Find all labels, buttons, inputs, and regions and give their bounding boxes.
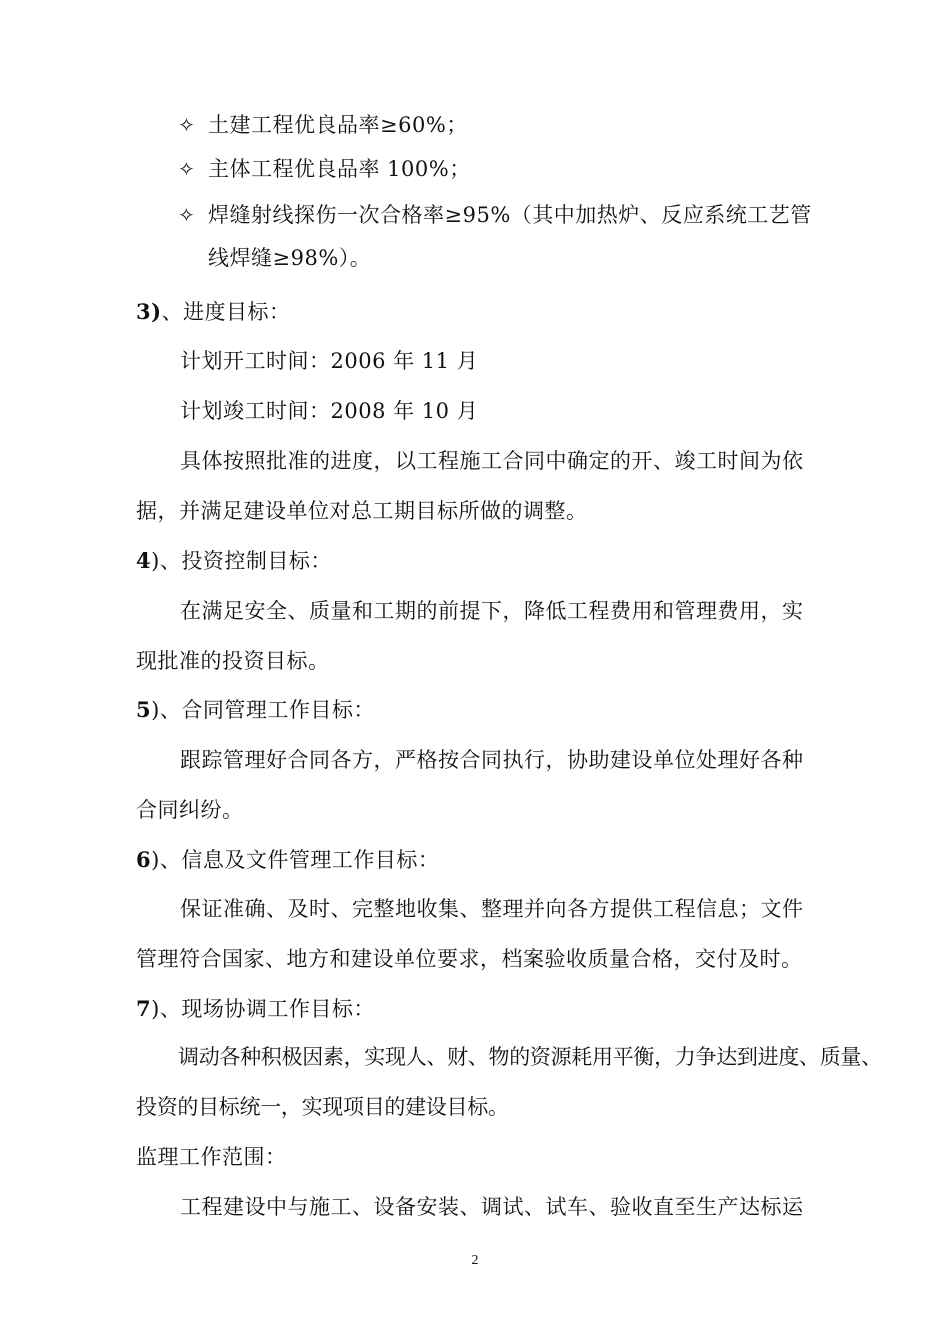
bullet-item	[178, 201, 812, 229]
bullet-text: 焊缝射线探伤一次合格率≥95%（其中加热炉、反应系统工艺管	[208, 203, 812, 227]
paragraph-line: 在满足安全、质量和工期的前提下，降低工程费用和管理费用，实	[180, 599, 804, 623]
diamond-bullet-icon: ✧	[178, 113, 196, 137]
paragraph-line: 跟踪管理好合同各方，严格按合同执行，协助建设单位处理好各种	[180, 748, 804, 772]
paragraph-line: 调动各种积极因素，实现人、财、物的资源耗用平衡，力争达到进度、质量、	[178, 1045, 882, 1069]
section-heading	[136, 995, 375, 1023]
section-number: 5	[136, 697, 152, 722]
section-number: 3)	[136, 299, 162, 324]
section-title: )、现场协调工作目标：	[151, 997, 375, 1021]
paragraph-line: 据，并满足建设单位对总工期目标所做的调整。	[136, 499, 588, 523]
section-heading	[136, 298, 291, 326]
bullet-item	[178, 111, 468, 139]
paragraph-line: 合同纠纷。	[136, 798, 244, 822]
paragraph-line: 工程建设中与施工、设备安装、调试、试车、验收直至生产达标运	[180, 1195, 804, 1219]
section-heading: 监理工作范围：	[136, 1145, 287, 1169]
bullet-item	[178, 155, 471, 183]
paragraph-line: 计划竣工时间：2008 年 10 月	[180, 399, 479, 423]
paragraph-line: 投资的目标统一，实现项目的建设目标。	[136, 1095, 509, 1119]
section-title: )、信息及文件管理工作目标：	[151, 848, 440, 872]
bullet-continuation: 线焊缝≥98%）。	[208, 246, 372, 270]
paragraph-line: 管理符合国家、地方和建设单位要求，档案验收质量合格，交付及时。	[136, 947, 803, 971]
diamond-bullet-icon: ✧	[178, 157, 196, 181]
section-number: 4	[136, 548, 152, 573]
paragraph-line: 具体按照批准的进度，以工程施工合同中确定的开、竣工时间为依	[180, 449, 804, 473]
section-heading	[136, 846, 439, 874]
section-heading	[136, 696, 375, 724]
paragraph-line: 现批准的投资目标。	[136, 649, 330, 673]
section-title: 、进度目标：	[161, 300, 291, 324]
paragraph-line: 保证准确、及时、完整地收集、整理并向各方提供工程信息；文件	[180, 897, 804, 921]
page-number: 2	[471, 1253, 479, 1268]
section-title: )、投资控制目标：	[151, 549, 332, 573]
bullet-text: 土建工程优良品率≥60%；	[208, 113, 468, 137]
section-heading	[136, 547, 332, 575]
bullet-text: 主体工程优良品率 100%；	[208, 157, 471, 181]
section-number: 6	[136, 847, 152, 872]
paragraph-line: 计划开工时间：2006 年 11 月	[180, 349, 479, 373]
diamond-bullet-icon: ✧	[178, 203, 196, 227]
section-title: )、合同管理工作目标：	[151, 698, 375, 722]
section-number: 7	[136, 996, 152, 1021]
